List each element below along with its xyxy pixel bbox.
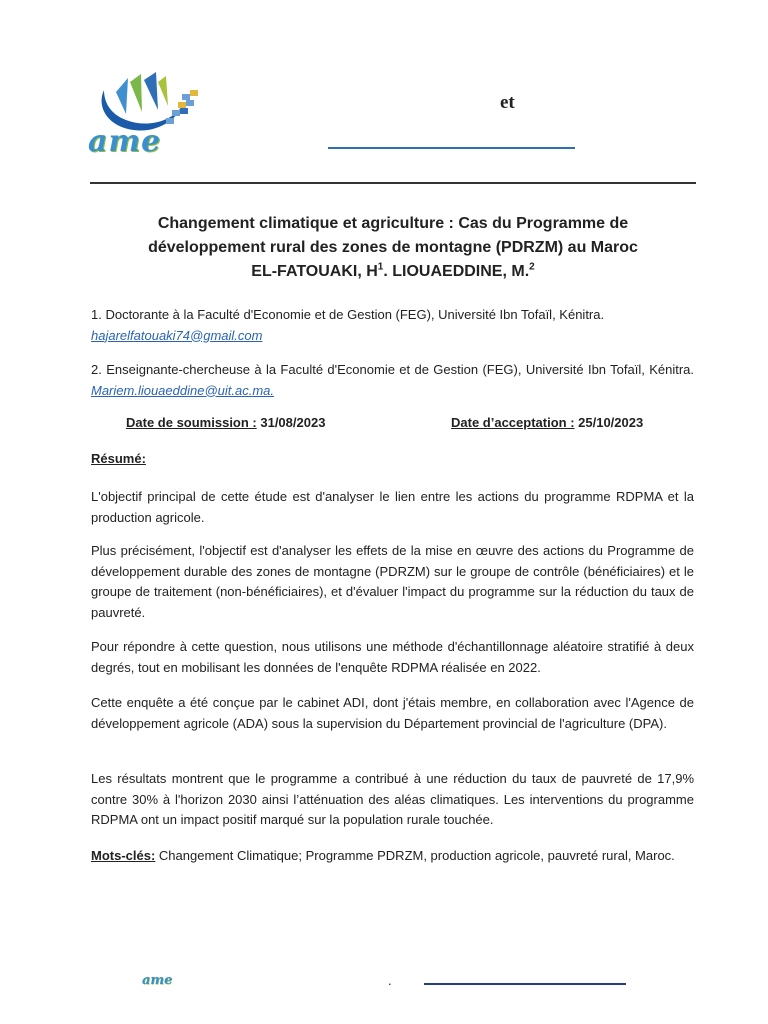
- affiliation-1: [91, 305, 694, 346]
- author-2-sup: 2: [529, 261, 535, 273]
- abstract-paragraph-2: Plus précisément, l'objectif est d'analyser les effets de la mise en œuvre des actions du Programme de développement durable des zones de montagne (PDRZM) sur le groupe de contrôle (bénéficiaires) et le groupe de traitement (non-bénéficiaires), et d'évaluer l'impact du programme sur la réduction du taux de pauvreté.: [91, 543, 694, 620]
- acceptance-label: Date d’acceptation :: [451, 415, 575, 430]
- footer-line: [424, 983, 626, 985]
- abstract-paragraph-4: Cette enquête a été conçue par le cabinet ADI, dont j'étais membre, en collaboration avec l'Agence de développement agricole (ADA) sous la supervision du Département provincial de l'agriculture (DPA).: [91, 695, 694, 731]
- abstract-paragraph-5: Les résultats montrent que le programme a contribué à une réduction du taux de pauvreté de 17,9% contre 30% à l'horizon 2030 ainsi l’atténuation des aléas climatiques. Les interventions du programme RDPMA ont un impact positif marqué sur la population rurale touchée.: [91, 771, 694, 828]
- paper-title: [90, 212, 696, 284]
- keywords-label: Mots-clés:: [91, 848, 156, 863]
- footer-logo: ame: [142, 973, 173, 988]
- header-divider: [90, 182, 696, 184]
- acceptance-value: 25/10/2023: [574, 415, 644, 430]
- authors-line: [90, 260, 696, 284]
- abstract-paragraph-3: Pour répondre à cette question, nous utilisons une méthode d'échantillonnage aléatoire stratifié à deux degrés, tout en mobilisant les données de l'enquête RDPMA réalisée en 2022.: [91, 639, 694, 675]
- author-1: EL-FATOUAKI, H: [251, 263, 378, 280]
- affiliation-1-text: 1. Doctorante à la Faculté d'Economie et de Gestion (FEG), Université Ibn Tofaïl, Kénitra.: [91, 307, 605, 322]
- affiliation-1-email[interactable]: hajarelfatouaki74@gmail.com: [91, 327, 263, 343]
- acceptance-date: [451, 415, 643, 430]
- abstract-paragraph-1: L'objectif principal de cette étude est d'analyser le lien entre les actions du programme RDPMA et la production agricole.: [91, 489, 694, 525]
- keywords-text: Changement Climatique; Programme PDRZM, production agricole, pauvreté rural, Maroc.: [155, 848, 675, 863]
- submission-date: [126, 415, 325, 430]
- footer-dot: .: [388, 973, 392, 988]
- abstract-heading: Résumé:: [91, 451, 146, 466]
- header-blue-line: [328, 147, 575, 149]
- submission-label: Date de soumission :: [126, 415, 257, 430]
- logo-wordmark: ame: [88, 124, 162, 159]
- author-2: . LIOUAEDDINE, M.: [383, 263, 530, 280]
- affiliation-2-email[interactable]: Mariem.liouaeddine@uit.ac.ma.: [91, 382, 275, 398]
- affiliation-2: [91, 360, 694, 401]
- author-1-sup: 1: [377, 261, 384, 273]
- keywords: [91, 846, 694, 867]
- journal-logo: [86, 72, 208, 159]
- affiliation-2-text: 2. Enseignante-chercheuse à la Faculté d'Economie et de Gestion (FEG), Université Ibn Tofaïl, Kénitra.: [91, 362, 694, 377]
- title-line-1: Changement climatique et agriculture : Cas du Programme de: [157, 215, 629, 232]
- header-connector: et: [500, 92, 515, 113]
- submission-value: 31/08/2023: [256, 415, 326, 430]
- title-line-2: développement rural des zones de montagne (PDRZM) au Maroc: [148, 239, 638, 256]
